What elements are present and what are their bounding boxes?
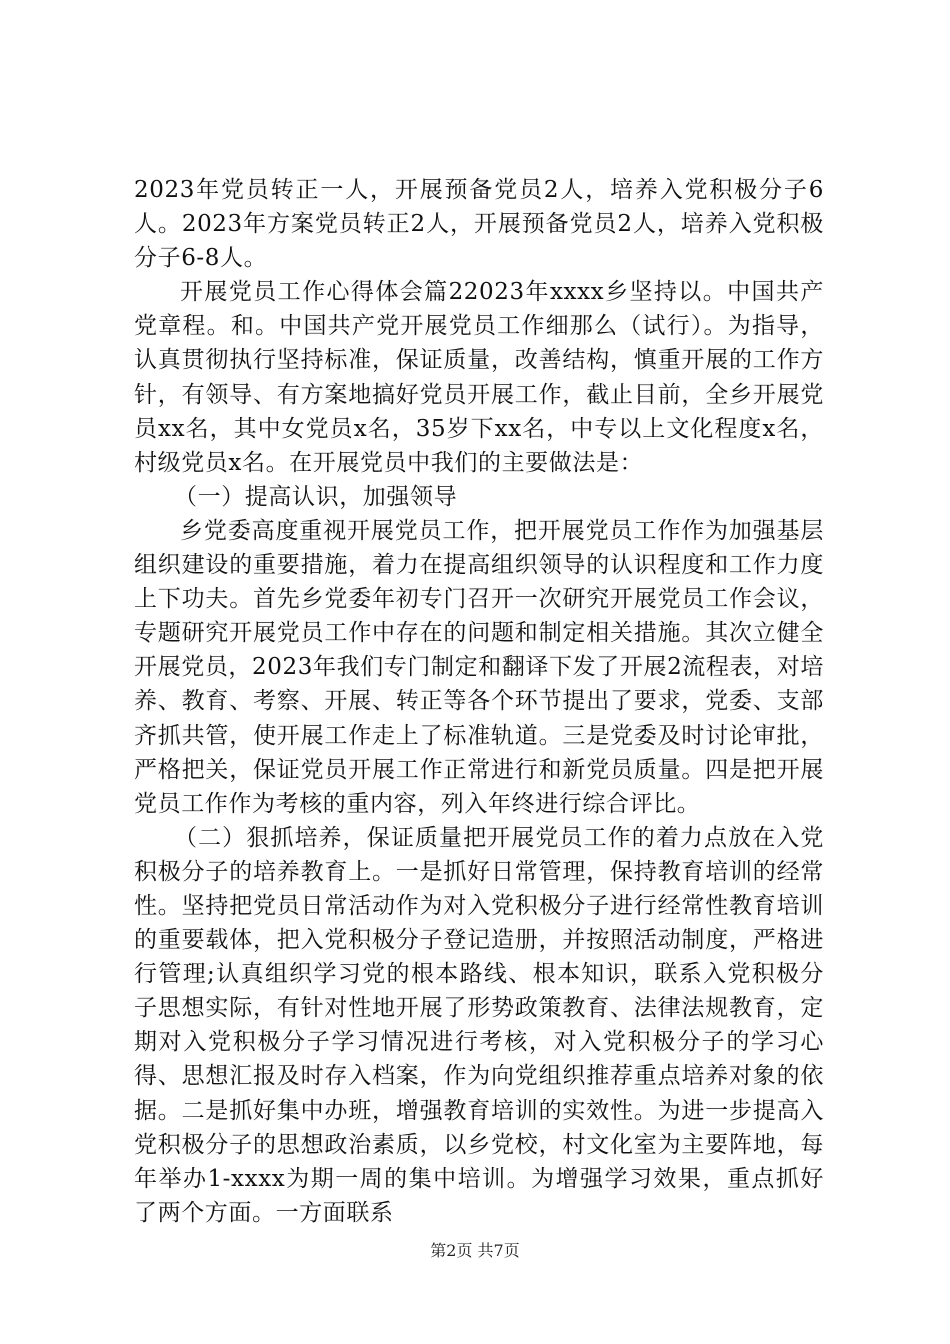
document-body bbox=[134, 173, 824, 1230]
section-heading-2: （二）狠抓培养，保证质量把开展党员工作的着力点放在入党积极分子的培养教育上。一是抓好日常管理，保持教育培训的经常性。坚持把党员日常活动作为对入党积极分子进行经常性教育培训的重要载体，把入党积极分子登记造册，并按照活动制度，严格进行管理;认真组织学习党的根本路线、根本知识，联系入党积极分子思想实际，有针对性地开展了形势政策教育、法律法规教育，定期对入党积极分子学习情况进行考核，对入党积极分子的学习心得、思想汇报及时存入档案，作为向党组织推荐重点培养对象的依据。二是抓好集中办班，增强教育培训的实效性。为进一步提高入党积极分子的思想政治素质，以乡党校，村文化室为主要阵地，每年举办1-xxxx为期一周的集中培训。为增强学习效果，重点抓好了两个方面。一方面联系 bbox=[134, 824, 824, 1226]
paragraph-1: 2023年党员转正一人，开展预备党员2人，培养入党积极分子6人。2023年方案党员转正2人，开展预备党员2人，培养入党积极分子6-8人。 bbox=[134, 177, 824, 272]
paragraph-3: 乡党委高度重视开展党员工作，把开展党员工作作为加强基层组织建设的重要措施，着力在提高组织领导的认识程度和工作力度上下功夫。首先乡党委年初专门召开一次研究开展党员工作会议，专题研究开展党员工作中存在的问题和制定相关措施。其次立健全开展党员，2023年我们专门制定和翻译下发了开展2流程表，对培养、教育、考察、开展、转正等各个环节提出了要求，党委、支部齐抓共管，使开展工作走上了标准轨道。三是党委及时讨论审批，严格把关，保证党员开展工作正常进行和新党员质量。四是把开展党员工作作为考核的重内容，列入年终进行综合评比。 bbox=[134, 517, 824, 817]
page-footer: 第2页 共7页 bbox=[430, 1241, 520, 1260]
section-heading-1: （一）提高认识，加强领导 bbox=[174, 483, 458, 510]
paragraph-2: 开展党员工作心得体会篇22023年xxxx乡坚持以。中国共产党章程。和。中国共产党开展党员工作细那么（试行）。为指导，认真贯彻执行坚持标准，保证质量，改善结构，慎重开展的工作方针，有领导、有方案地搞好党员开展工作，截止目前，全乡开展党员xx名，其中女党员x名，35岁下xx名，中专以上文化程度x名，村级党员x名。在开展党员中我们的主要做法是： bbox=[134, 279, 824, 476]
